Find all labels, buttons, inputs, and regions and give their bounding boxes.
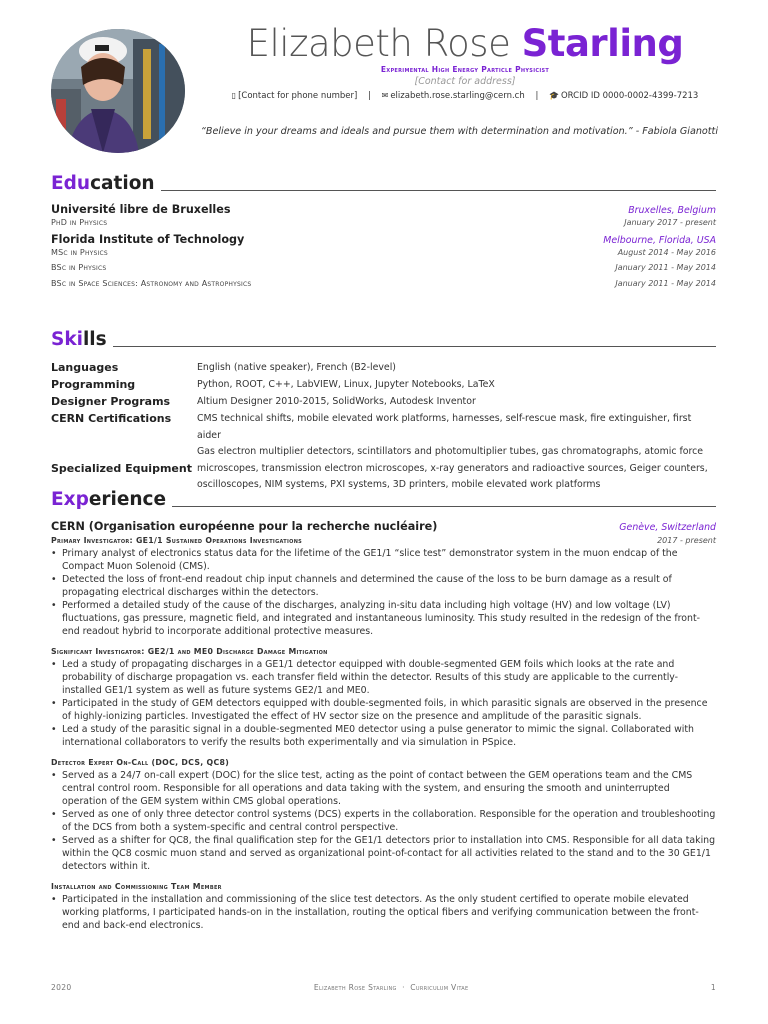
contact-line (200, 91, 730, 101)
envelope-icon: ✉ (381, 91, 389, 100)
degree-title: PhD in Physics (51, 218, 108, 227)
mobile-phone-icon: ▯ (231, 91, 237, 100)
page-number: 1 (710, 983, 716, 992)
role-title: Primary Investigator: GE1/1 Sustained Operations Investigations (51, 536, 303, 545)
skill-set: Gas electron multiplier detectors, scintillators and photomultiplier tubes, gas chromatographs, atomic force microscopes, transmission electron microscopes, x-ray generators and radioactive sources, Geiger counters, oscilloscopes, NIM systems, PXI systems, 3D printers, mobile elevated work platforms (197, 446, 708, 491)
experience-block (51, 536, 716, 638)
full-name (200, 22, 730, 66)
skill-type: Designer Programs (51, 395, 171, 408)
contact-separator: | (368, 91, 371, 101)
email-link[interactable]: elizabeth.rose.starling@cern.ch (390, 91, 525, 101)
skill-type: Specialized Equipment (51, 462, 192, 476)
phone-text: [Contact for phone number] (238, 91, 358, 101)
degree-date: January 2011 - May 2014 (615, 279, 716, 288)
education-entry (51, 233, 716, 288)
skill-type: CERN Certifications (51, 412, 172, 425)
skill-set: Altium Designer 2010-2015, SolidWorks, Autodesk Inventor (197, 396, 476, 407)
location: Melbourne, Florida, USA (603, 235, 716, 246)
list-item: • Participated in the installation and commissioning of the slice test detectors. As the only student certified to operate mobile elevated working platforms, I participated hands-on in the installation, routing the optical fibers and verifying communication between the front-end and back-end electronics. (51, 893, 716, 932)
header-quote: “Believe in your dreams and ideals and pursue them with determination and motivation.” - Fabiola Gianotti (200, 126, 718, 137)
footer-year: 2020 (51, 983, 72, 992)
section-title: Ski lls (51, 329, 716, 351)
section-title: Exp erience (51, 489, 716, 511)
section-rule (113, 346, 716, 347)
role-title: Installation and Commissioning Team Member (51, 882, 222, 891)
skill-set: CMS technical shifts, mobile elevated work platforms, harnesses, self-rescue mask, fire extinguisher, first aider (197, 413, 692, 441)
organization: CERN (Organisation européenne pour la recherche nucléaire) (51, 520, 438, 533)
experience-section (51, 489, 716, 932)
skill-type: Languages (51, 361, 119, 374)
education-section (51, 173, 716, 288)
degree-date: January 2011 - May 2014 (615, 263, 716, 272)
footer-center: Elizabeth Rose Starling · Curriculum Vitae (313, 983, 469, 992)
education-entry (51, 203, 716, 227)
orcid-link[interactable]: ORCID ID 0000-0002-4399-7213 (560, 91, 699, 101)
graduation-cap-icon: 🎓 (549, 91, 559, 100)
job-position: Experimental High Energy Particle Physicist (380, 65, 550, 74)
location: Genève, Switzerland (619, 522, 716, 533)
list-item: • Performed a detailed study of the cause of the discharges, analyzing in-situ data including high voltage (HV) and low voltage (LV) fluctuations, gas pressure, magnetic field, and integrated and instantaneous luminosity. This study resulted in the redesign of the front-end readout hybrid to incorporate additional protective measures. (51, 599, 716, 638)
cv-header (200, 22, 730, 101)
degree-date: January 2017 - present (624, 218, 716, 227)
skills-table (51, 359, 716, 494)
list-item: • Led a study of propagating discharges in a GE1/1 detector equipped with double-segmented GEM foils which looks at the rate and probability of discharge propagation vs. each transfer field within the detector. Results of this study are applicable to the currently-installed GE1/1 system as well as future systems GE2/1 and ME0. (51, 658, 716, 697)
institution: Florida Institute of Technology (51, 233, 245, 246)
list-item: • Participated in the study of GEM detectors equipped with double-segmented foils, in which parasitic signals are observed in the presence of highly-ionizing particles. Investigated the effect of HV sector size on the presence and amplitude of the parasitic signals. (51, 697, 716, 723)
list-item: • Detected the loss of front-end readout chip input channels and determined the cause of the loss to be burn damage as a result of propagating electrical discharges within the detectors. (51, 573, 716, 599)
role-date: 2017 - present (657, 536, 716, 545)
list-item: • Served as a shifter for QC8, the final qualification step for the GE1/1 detectors prior to installation into CMS. Responsible for all data taking within the QC8 cosmic muon stand and served as organizational point-of-contact for all activities related to the stand and to the 30 GE1/1 detectors within it. (51, 834, 716, 873)
first-names: Elizabeth Rose (246, 22, 511, 65)
section-rule (161, 190, 716, 191)
list-item: • Served as one of only three detector control systems (DCS) experts in the collaboration. Responsible for the operation and troubleshooting of the DCS from both a system-specific and central control perspective. (51, 808, 716, 834)
skill-set: English (native speaker), French (B2-level) (197, 362, 396, 373)
degree-title: MSc in Physics (51, 248, 108, 257)
skills-section (51, 329, 716, 494)
last-name: Starling (521, 22, 684, 65)
experience-block (51, 758, 716, 873)
degree-date: August 2014 - May 2016 (617, 248, 716, 257)
location: Bruxelles, Belgium (628, 205, 716, 216)
contact-separator: | (535, 91, 539, 101)
list-item: • Served as a 24/7 on-call expert (DOC) for the slice test, acting as the point of contact between the GEM operations team and the CMS central control room. Responsible for all operations and data taking with the system, and ensuring the smooth and uninterrupted operation of the GEM system within CMS global operations. (51, 769, 716, 808)
profile-photo (51, 29, 185, 153)
address: [Contact for address] (414, 76, 516, 87)
role-title: Significant Investigator: GE2/1 and ME0 Discharge Damage Mitigation (51, 647, 328, 656)
section-title: Edu cation (51, 173, 716, 195)
list-item: • Primary analyst of electronics status data for the lifetime of the GE1/1 “slice test” demonstrator system in the muon endcap of the Compact Muon Solenoid (CMS). (51, 547, 716, 573)
page-footer (51, 983, 716, 992)
degree-title: BSc in Space Sciences: Astronomy and Astrophysics (51, 279, 252, 288)
section-rule (172, 506, 716, 507)
degree-title: BSc in Physics (51, 263, 107, 272)
skill-set: Python, ROOT, C++, LabVIEW, Linux, Jupyter Notebooks, LaTeX (197, 379, 495, 390)
institution: Université libre de Bruxelles (51, 203, 231, 216)
profile-photo-image (51, 29, 185, 153)
list-item: • Led a study of the parasitic signal in a double-segmented ME0 detector using a pulse generator to mimic the signal. Collaborated with international collaborators to verify the results both experimentally and via simulation in PSpice. (51, 723, 716, 749)
skill-type: Programming (51, 378, 136, 391)
experience-block (51, 882, 716, 932)
role-title: Detector Expert On-Call (DOC, DCS, QC8) (51, 758, 230, 767)
experience-block (51, 647, 716, 749)
